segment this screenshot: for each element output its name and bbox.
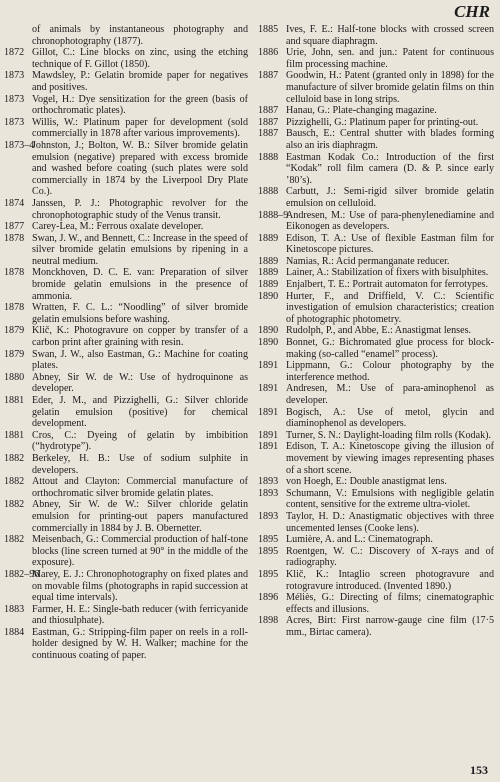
entry-year: 1888 xyxy=(258,151,279,163)
timeline-entry xyxy=(4,627,248,662)
entry-year: 1873 xyxy=(4,70,25,82)
entry-year: 1895 xyxy=(258,534,279,546)
entry-year: 1889 xyxy=(258,232,279,244)
entry-text: Namias, R.: Acid permanganate reducer. xyxy=(286,255,450,267)
timeline-entry xyxy=(258,407,494,430)
timeline-entry xyxy=(258,267,494,279)
entry-year: 1888–9 xyxy=(258,209,289,221)
timeline-entry xyxy=(258,360,494,383)
entry-text: Lainer, A.: Stabilization of fixers with bisulphites. xyxy=(286,267,489,279)
entry-text: Hanau, G.: Plate-changing magazine. xyxy=(286,105,437,117)
entry-text: Eder, J. M., and Pizzighelli, G.: Silver chloride gelatin emulsion (positive) for chemical development. xyxy=(32,395,248,430)
entry-year: 1890 xyxy=(258,325,279,337)
entry-year: 1891 xyxy=(258,429,279,441)
entry-text: Ives, F. E.: Half-tone blocks with crossed screen and square diaphragm. xyxy=(286,24,494,47)
entry-year: 1887 xyxy=(258,70,279,82)
entry-year: 1891 xyxy=(258,383,279,395)
entry-year: 1877 xyxy=(4,221,25,233)
left-column xyxy=(4,24,248,662)
timeline-entry xyxy=(4,233,248,268)
entry-text: Edison, T. A.: Use of flexible Eastman film for Kinetoscope pictures. xyxy=(286,232,494,256)
timeline-entry xyxy=(258,24,494,47)
timeline-entry xyxy=(258,291,494,326)
entry-text: Abney, Sir W. de W.: Use of hydroquinone as developer. xyxy=(32,371,248,395)
entry-text: Eastman, G.: Stripping-film paper on reels in a roll-holder designed by W. H. Walker; machine for the continuous coating of paper. xyxy=(32,626,248,662)
entry-year: 1873 xyxy=(4,93,25,105)
entry-text: Rudolph, P., and Abbe, E.: Anastigmat lenses. xyxy=(286,325,472,337)
entry-text: Swan, J. W., and Bennett, C.: Increase in the speed of silver bromide gelatin emulsions by ripening in a neutral medium. xyxy=(32,232,248,267)
timeline-entry xyxy=(4,604,248,627)
entry-text: Urie, John, sen. and jun.: Patent for continuous film processing machine. xyxy=(286,47,494,70)
entry-year: 1882 xyxy=(4,452,25,464)
timeline-entry xyxy=(4,569,248,604)
entry-text: Lippmann, G.: Colour photography by the interference method. xyxy=(286,360,494,383)
timeline-entry xyxy=(4,395,248,430)
timeline-entry xyxy=(4,198,248,221)
entry-text: Willis, W.: Platinum paper for development (sold commercially in 1878 after various improvements). xyxy=(32,116,248,140)
timeline-entry xyxy=(258,47,494,70)
timeline-entry xyxy=(258,592,494,615)
section-tab: CHR xyxy=(454,2,490,21)
timeline-entry xyxy=(258,233,494,256)
timeline-entry xyxy=(4,325,248,348)
timeline-entry xyxy=(4,70,248,93)
entry-text: Monckhoven, D. C. E. van: Preparation of silver bromide gelatin emulsions in the presence of ammonia. xyxy=(32,267,248,302)
timeline-entry xyxy=(4,47,248,70)
entry-text: Farmer, H. E.: Single-bath reducer (with ferricyanide and thiosulphate). xyxy=(32,603,248,627)
entry-year: 1881 xyxy=(4,429,25,441)
entry-text: Enjalbert, T. E.: Portrait automaton for ferrotypes. xyxy=(286,279,489,291)
timeline-entry xyxy=(4,302,248,325)
entry-year: 1873 xyxy=(4,116,25,128)
timeline-entry xyxy=(258,569,494,592)
entry-text: Taylor, H. D.: Anastigmatic objectives with three uncemented lenses (Cooke lens). xyxy=(286,510,494,534)
timeline-entry xyxy=(4,430,248,453)
entry-text: of animals by instantaneous photography and chronophotography (1877). xyxy=(32,24,248,47)
entry-year: 1896 xyxy=(258,592,279,604)
entry-year: 1895 xyxy=(258,568,279,580)
entry-text: Johnston, J.; Bolton, W. B.: Silver bromide gelatin emulsion (negative) prepared with excess bromide and washed before coating (such plates were sold commercially in 1874 by the Liverpool Dry Plate Co.). xyxy=(32,139,248,198)
timeline-entry xyxy=(4,534,248,569)
entry-text: Attout and Clayton: Commercial manufacture of orthochromatic silver bromide gelatin plates. xyxy=(32,476,248,499)
entry-text: Bausch, E.: Central shutter with blades forming also an iris diaphragm. xyxy=(286,128,494,151)
entry-text: Klič, K.: Intaglio screen photogravure and rotogravure introduced. (Invented 1890.) xyxy=(286,568,494,592)
timeline-entry xyxy=(258,441,494,476)
entry-text: Andresen, M.: Use of para-phenylenediamine and Eikonogen as developers. xyxy=(286,209,494,233)
timeline-entry xyxy=(4,221,248,233)
entry-year: 1893 xyxy=(258,487,279,499)
entry-text: Carbutt, J.: Semi-rigid silver bromide gelatin emulsion on celluloid. xyxy=(286,186,494,209)
page-header xyxy=(0,0,500,22)
entry-year: 1890 xyxy=(258,337,279,349)
timeline-entry xyxy=(258,256,494,268)
entry-year: 1872 xyxy=(4,47,25,59)
timeline-entry xyxy=(4,24,248,47)
entry-year: 1889 xyxy=(258,255,279,267)
entry-year: 1890 xyxy=(258,290,279,302)
timeline-entry xyxy=(4,140,248,198)
entry-text: Meisenbach, G.: Commercial production of half-tone blocks (line screen turned at 90° in the middle of the exposure). xyxy=(32,534,248,569)
entry-text: Pizzighelli, G.: Platinum paper for printing-out. xyxy=(286,116,479,128)
timeline-entry xyxy=(4,372,248,395)
entry-year: 1881 xyxy=(4,395,25,406)
entry-text: Lumière, A. and L.: Cinematograph. xyxy=(286,534,433,546)
entry-year: 1883 xyxy=(4,603,25,615)
timeline-entry xyxy=(258,210,494,233)
entry-text: Berkeley, H. B.: Use of sodium sulphite in developers. xyxy=(32,452,248,476)
entry-year: 1874 xyxy=(4,197,25,209)
entry-text: Vogel, H.: Dye sensitization for the green (basis of orthochromatic plates). xyxy=(32,93,248,117)
timeline-entry xyxy=(258,476,494,488)
entry-text: Andresen, M.: Use of para-aminophenol as developer. xyxy=(286,383,494,406)
entry-year: 1880 xyxy=(4,371,25,383)
entry-year: 1893 xyxy=(258,510,279,522)
timeline-entry xyxy=(4,499,248,534)
entry-text: Swan, J. W., also Eastman, G.: Machine for coating plates. xyxy=(32,348,248,372)
entry-year: 1878 xyxy=(4,232,25,244)
timeline-entry xyxy=(258,105,494,117)
entry-text: Turner, S. N.: Daylight-loading film rolls (Kodak). xyxy=(286,429,492,441)
entry-text: Bonnet, G.: Bichromated glue process for block-making (so-called “enamel” process). xyxy=(286,337,494,360)
entry-year: 1873–4 xyxy=(4,139,35,151)
entry-text: Gillot, C.: Line blocks on zinc, using the etching technique of F. Gillot (1850). xyxy=(32,47,248,70)
entry-year: 1891 xyxy=(258,441,279,453)
timeline-entry xyxy=(258,488,494,511)
timeline-entry xyxy=(4,453,248,476)
entry-year: 1888 xyxy=(258,186,279,198)
entry-year: 1889 xyxy=(258,279,279,291)
timeline-entry xyxy=(258,546,494,569)
timeline-entry xyxy=(258,383,494,406)
entry-text: Roentgen, W. C.: Discovery of X-rays and of radiography. xyxy=(286,545,494,569)
timeline-entry xyxy=(258,128,494,151)
entry-year: 1893 xyxy=(258,476,279,488)
entry-text: Goodwin, H.: Patent (granted only in 1898) for the manufacture of silver bromide gelatin films on thin celluloid base in long strips. xyxy=(286,70,494,105)
entry-text: Carey-Lea, M.: Ferrous oxalate developer. xyxy=(32,221,204,233)
page-number: 153 xyxy=(470,763,488,777)
timeline-entry xyxy=(4,117,248,140)
timeline-entry xyxy=(258,152,494,187)
timeline-entry xyxy=(258,279,494,291)
right-column xyxy=(258,24,494,638)
entry-text: Marey, E. J.: Chronophotography on fixed plates and on movable films (photographs in rapid succession at equal time intervals). xyxy=(32,568,248,604)
entry-year: 1886 xyxy=(258,47,279,59)
entry-year: 1887 xyxy=(258,116,279,128)
entry-text: Janssen, P. J.: Photographic revolver for the chronophotographic study of the Venus transit. xyxy=(32,197,248,221)
entry-text: Hurter, F., and Driffield, V. C.: Scientific investigation of emulsion characteristics; creation of photographic photometry. xyxy=(286,290,494,325)
entry-year: 1885 xyxy=(258,24,279,35)
entry-text: Klič, K.: Photogravure on copper by transfer of a carbon print after graining with resin. xyxy=(32,325,248,349)
timeline-entry xyxy=(258,430,494,442)
entry-year: 1882 xyxy=(4,476,25,488)
timeline-entry xyxy=(258,325,494,337)
timeline-entry xyxy=(4,476,248,499)
timeline-entry xyxy=(258,337,494,360)
entry-year: 1878 xyxy=(4,267,25,279)
entry-year: 1879 xyxy=(4,348,25,360)
entry-year: 1889 xyxy=(258,267,279,279)
timeline-entry xyxy=(258,70,494,105)
entry-text: Schumann, V.: Emulsions with negligible gelatin content, sensitive for the extreme ultra-violet. xyxy=(286,487,494,511)
entry-year: 1884 xyxy=(4,626,25,638)
entry-text: Cros, C.: Dyeing of gelatin by imbibition (“hydrotype”). xyxy=(32,429,248,453)
entry-year: 1882 xyxy=(4,499,25,511)
entry-text: Eastman Kodak Co.: Introduction of the first “Kodak” roll film camera (D. & P. since early ’80’s). xyxy=(286,151,494,186)
entry-text: Bogisch, A.: Use of metol, glycin and diaminophenol as developers. xyxy=(286,406,494,430)
timeline-entry xyxy=(258,186,494,209)
entry-year: 1895 xyxy=(258,545,279,557)
timeline-entry xyxy=(258,117,494,129)
entry-year: 1882–96 xyxy=(4,568,40,580)
entry-year: 1882 xyxy=(4,534,25,546)
entry-year: 1891 xyxy=(258,360,279,372)
entry-text: von Hoegh, E.: Double anastigmat lens. xyxy=(286,476,447,488)
entry-text: Méliès, G.: Directing of films; cinematographic effects and illusions. xyxy=(286,592,494,615)
entry-year: 1891 xyxy=(258,406,279,418)
entry-text: Edison, T. A.: Kinetoscope giving the illusion of movement by viewing images representing phases of a short scene. xyxy=(286,441,494,476)
timeline-entry xyxy=(4,94,248,117)
entry-year: 1887 xyxy=(258,105,279,117)
entry-text: Wratten, F. C. L.: “Noodling” of silver bromide gelatin emulsions before washing. xyxy=(32,302,248,325)
entry-text: Mawdsley, P.: Gelatin bromide paper for negatives and positives. xyxy=(32,70,248,93)
timeline-entry xyxy=(258,615,494,638)
entry-year: 1887 xyxy=(258,128,279,140)
timeline-entry xyxy=(258,534,494,546)
timeline-entry xyxy=(258,511,494,534)
entry-year: 1879 xyxy=(4,325,25,337)
timeline-entry xyxy=(4,349,248,372)
timeline-entry xyxy=(4,267,248,302)
entry-text: Abney, Sir W. de W.: Silver chloride gelatin emulsion for printing-out papers manufactured commercially in 1884 by J. B. Obernetter. xyxy=(32,499,248,534)
entry-year: 1878 xyxy=(4,302,25,314)
entry-text: Acres, Birt: First narrow-gauge cine film (17·5 mm., Birtac camera). xyxy=(286,615,494,638)
entry-year: 1898 xyxy=(258,615,279,627)
